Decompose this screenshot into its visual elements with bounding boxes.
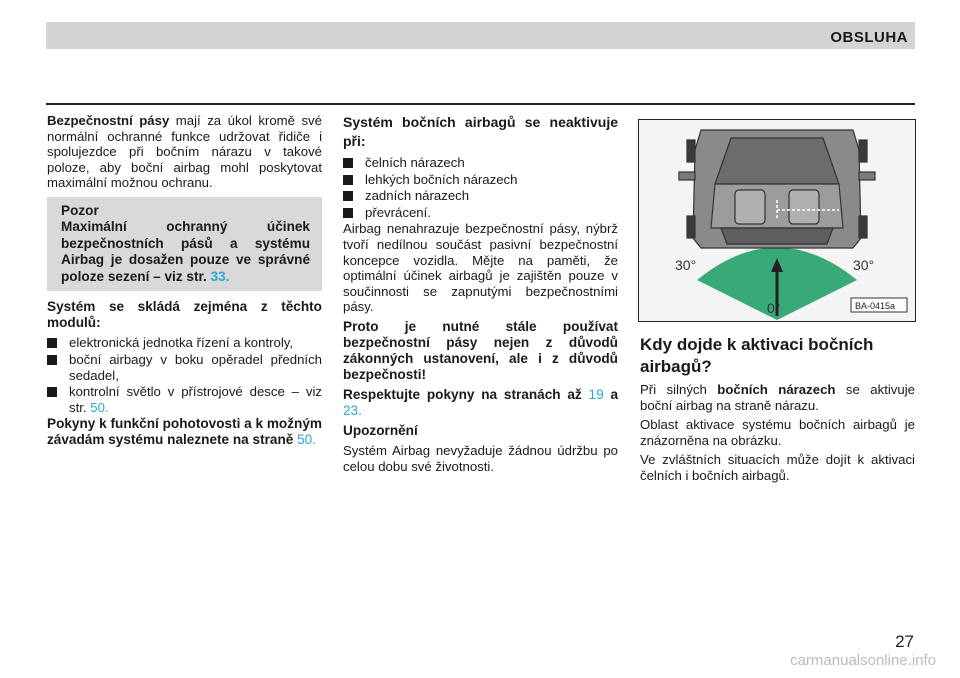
list-item — [343, 188, 618, 204]
column-right — [640, 334, 915, 488]
section-title: OBSLUHA — [830, 29, 908, 46]
angle-left-label: 30° — [675, 257, 697, 273]
deactivation-list — [343, 155, 618, 220]
indicator-page-link[interactable]: 50. — [90, 399, 109, 415]
warning-body: Maximální ochranný účinek bezpečnostních pásů a systému Airbag je dosažen pouze ve správné poloze sezení – viz str. — [61, 219, 310, 284]
list-item-text: převrácení. — [365, 204, 431, 220]
bullet-square-icon — [47, 355, 57, 365]
note-text: Systém Airbag nevyžaduje žádnou údržbu po celou dobu své životnosti. — [343, 442, 618, 474]
figure-code: BA-0415a — [855, 301, 896, 311]
bullet-square-icon — [47, 387, 57, 397]
column-middle — [343, 113, 618, 478]
list-item — [343, 155, 618, 171]
car-top-view-illustration — [639, 120, 915, 321]
header-bar — [46, 22, 915, 49]
deactivation-heading: Systém bočních airbagů se neaktivuje při: — [343, 114, 618, 149]
list-item-text: čelních nárazech — [365, 155, 465, 170]
intro-bold: Bezpečnostní pásy — [47, 113, 170, 128]
car-body — [679, 130, 875, 248]
modules-list — [47, 335, 322, 415]
warning-page-link[interactable]: 33. — [210, 268, 230, 284]
respect-instructions — [343, 387, 618, 419]
activation-paragraph-2: Oblast aktivace systému bočních airbagů je znázorněna na obrázku. — [640, 417, 915, 448]
angle-center-label: 0° — [767, 300, 781, 316]
instructions-page-link[interactable]: 50. — [297, 432, 316, 448]
body-paragraph: Airbag nenahrazuje bezpečnostní pásy, nýbrž tvoří nedílnou součást pasivní bezpečnostní koncepce vozidla. Mějte na paměti, že optimální účinek airbagů je zajištěn pouze v součinnosti se zapnutými bezpečnostními pásy. — [343, 221, 618, 315]
list-item — [343, 205, 618, 221]
p1-post: se aktivuje boční airbag na straně nárazu. — [640, 382, 915, 413]
column-left — [47, 113, 322, 452]
list-item-text: kontrolní světlo v přístrojové desce – viz str. — [69, 384, 322, 415]
modules-heading: Systém se skládá zejména z těchto modulů: — [47, 299, 322, 331]
p1-pre: Při silných — [640, 382, 718, 397]
activation-heading: Kdy dojde k aktivaci bočních airbagů? — [640, 335, 874, 376]
p1-bold: bočních nárazech — [717, 382, 836, 397]
list-item — [47, 335, 322, 351]
must-use-belts-text: Proto je nutné stále používat bezpečnostní pásy nejen z důvodů zákonných ustanovení, ale i z důvodů bezpečnosti! — [343, 318, 618, 382]
instructions-body: Pokyny k funkční pohotovosti a k možným závadám systému naleznete na straně — [47, 416, 322, 448]
note-title: Upozornění — [343, 422, 418, 438]
intro-paragraph — [47, 113, 322, 191]
intro-rest: mají za úkol kromě své normální ochranné funkce udržovat řidiče i spolujezdce při bočním nárazu v takové poloze, aby boční airbag mohl poskytovat maximální možnou ochranu. — [47, 113, 322, 191]
list-item — [343, 172, 618, 188]
page-number: 27 — [895, 632, 914, 651]
list-item — [47, 352, 322, 383]
list-item-text: lehkých bočních nárazech — [365, 171, 518, 187]
warning-title: Pozor — [61, 202, 99, 218]
respect-body: Respektujte pokyny na stranách až — [343, 386, 582, 402]
watermark: carmanualsonline.info — [790, 652, 936, 669]
bullet-square-icon — [47, 338, 57, 348]
list-item-text: boční airbagy v boku opěradel předních sedadel, — [69, 352, 322, 383]
instructions-text — [47, 416, 322, 448]
list-item-text: zadních nárazech — [365, 188, 470, 204]
warning-text — [61, 219, 310, 285]
activation-paragraph-3: Ve zvláštních situacích může dojít k aktivaci čelních i bočních airbagů. — [640, 452, 915, 483]
list-item-text: elektronická jednotka řízení a kontroly, — [69, 335, 294, 351]
top-rule — [46, 103, 915, 105]
bullet-square-icon — [343, 208, 353, 218]
activation-paragraph-1 — [640, 382, 915, 413]
bullet-square-icon — [343, 175, 353, 185]
page-link-19[interactable]: 19 — [588, 386, 604, 402]
respect-and: a — [610, 386, 618, 402]
warning-box — [47, 197, 322, 292]
angle-right-label: 30° — [853, 257, 875, 273]
activation-zone-figure — [638, 119, 916, 322]
page-link-23[interactable]: 23. — [343, 402, 362, 418]
bullet-square-icon — [343, 191, 353, 201]
list-item — [47, 384, 322, 415]
bullet-square-icon — [343, 158, 353, 168]
